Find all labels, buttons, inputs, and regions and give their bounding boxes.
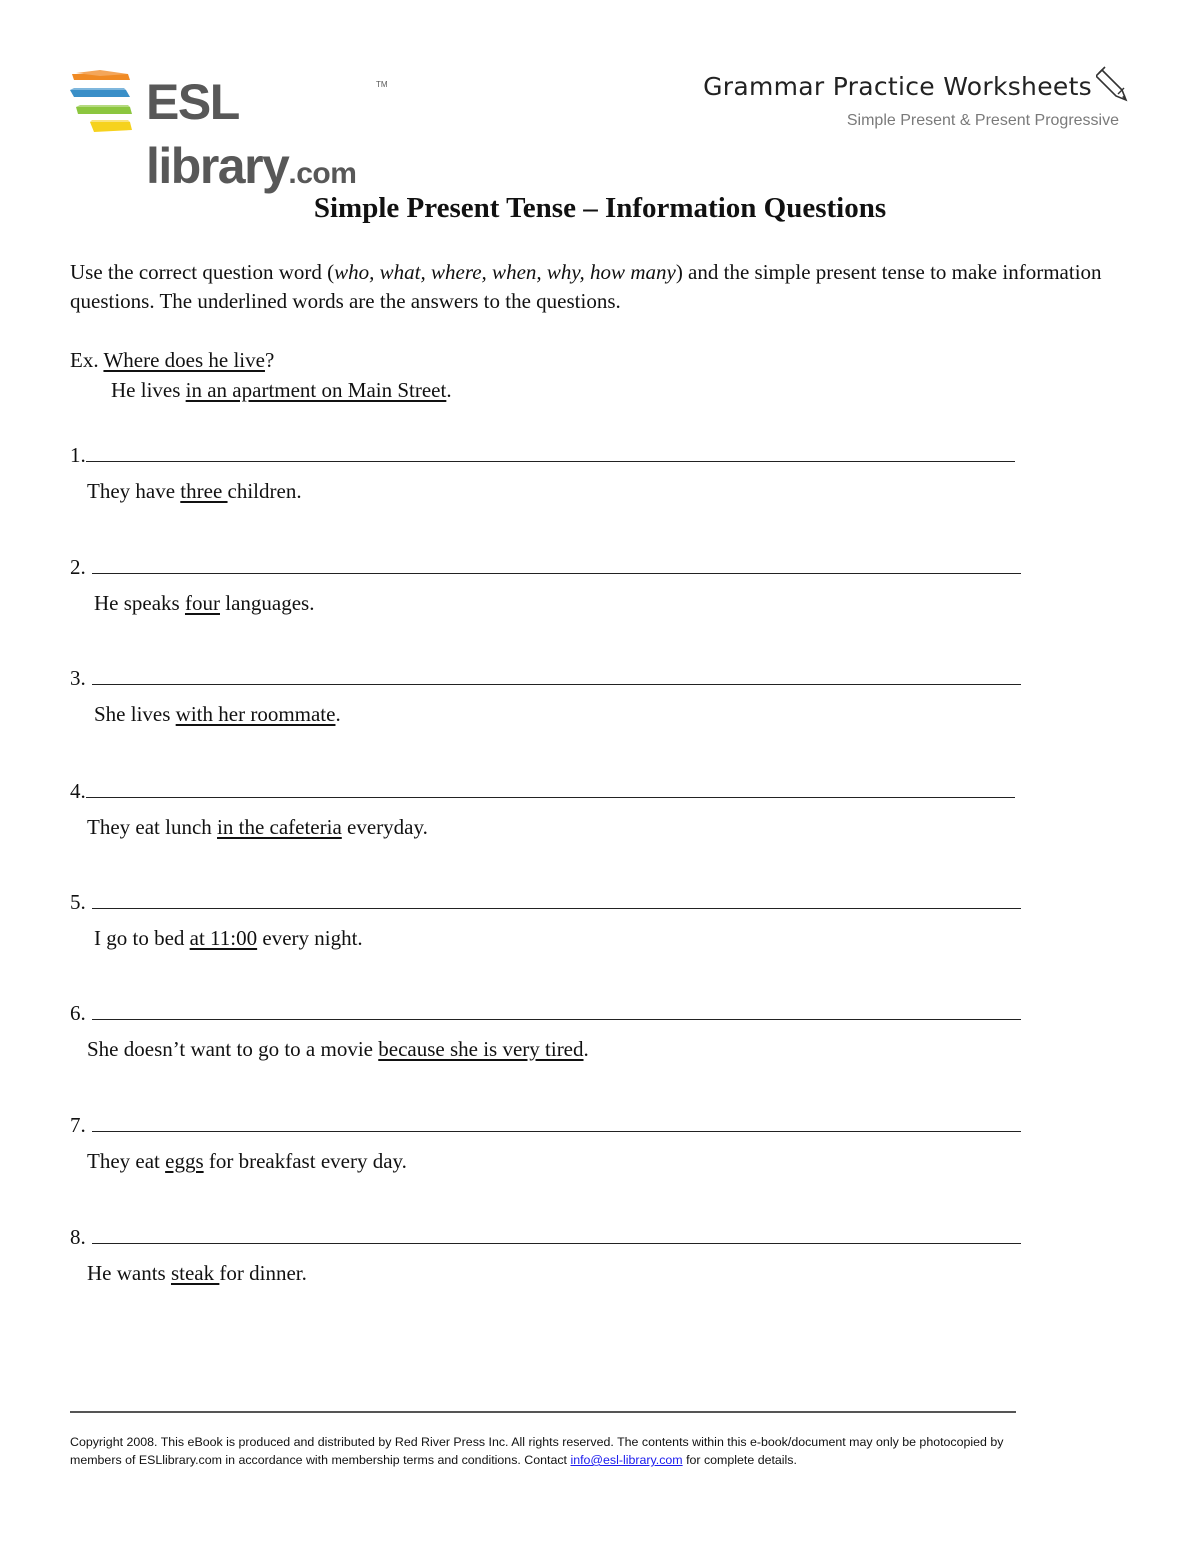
example-answer-pre: He lives [111, 378, 186, 402]
question-item [70, 1224, 1021, 1286]
answer-blank[interactable] [92, 555, 1021, 574]
question-item [70, 554, 1021, 616]
question-item [70, 778, 1015, 840]
item-answer [70, 1260, 1021, 1286]
logo-suffix-text: .com [288, 157, 357, 190]
answer-post: everyday. [341, 815, 428, 839]
answer-pre: They have [87, 479, 181, 503]
answer-pre: They eat lunch [87, 815, 218, 839]
example-question-text: Where does he live [103, 348, 265, 372]
question-item [70, 1112, 1021, 1174]
answer-post: . [335, 702, 341, 726]
answer-pre: He wants [87, 1261, 171, 1285]
example-label: Ex. [70, 348, 104, 372]
question-item [70, 1000, 1021, 1062]
answer-pre: She lives [94, 702, 176, 726]
answer-post: every night. [257, 926, 363, 950]
pencil-icon [1096, 66, 1130, 102]
logo-main-text: ESL library [146, 74, 289, 194]
logo-trademark: TM [376, 80, 388, 89]
instructions-part1: Use the correct question word ( [70, 260, 335, 284]
item-answer [70, 478, 1015, 504]
answer-underlined: with her roommate [175, 702, 336, 726]
logo-wordmark [146, 70, 450, 206]
item-number: 4. [70, 779, 86, 803]
answer-blank[interactable] [86, 779, 1015, 798]
answer-pre: They eat [87, 1149, 166, 1173]
answer-underlined: four [184, 591, 220, 615]
footer-text: Copyright 2008. This eBook is produced and distributed by Red River Press Inc. All rights reserved. The contents within this e-book/document may only be photocopied by members of ESLlibrary.com in accordance with membership terms and conditions. Contact [70, 1435, 1004, 1467]
contact-email-link[interactable]: info@esl-library.com [570, 1453, 683, 1467]
books-logo-icon [70, 70, 134, 136]
item-answer [70, 1148, 1021, 1174]
item-number: 2. [70, 555, 86, 579]
answer-post: for dinner. [219, 1261, 307, 1285]
answer-blank[interactable] [92, 666, 1021, 685]
item-number: 7. [70, 1113, 86, 1137]
answer-pre: She doesn’t want to go to a movie [87, 1037, 379, 1061]
item-number: 5. [70, 890, 86, 914]
example-question-mark: ? [264, 348, 275, 372]
answer-blank[interactable] [92, 890, 1021, 909]
answer-post: for breakfast every day. [203, 1149, 407, 1173]
answer-post: children. [227, 479, 302, 503]
answer-post: . [583, 1037, 589, 1061]
item-answer [70, 701, 1021, 727]
item-number: 3. [70, 666, 86, 690]
question-item [70, 889, 1021, 951]
item-answer [70, 1036, 1021, 1062]
example-question [70, 345, 452, 375]
question-item [70, 665, 1021, 727]
answer-underlined: at 11:00 [189, 926, 258, 950]
answer-underlined: in the cafeteria [217, 815, 342, 839]
answer-underlined: because she is very tired [378, 1037, 584, 1061]
item-answer [70, 925, 1021, 951]
answer-underlined: three [180, 479, 228, 503]
item-number: 6. [70, 1001, 86, 1025]
example [70, 345, 452, 405]
item-answer [70, 814, 1015, 840]
answer-post: languages. [219, 591, 315, 615]
series-title: Grammar Practice Worksheets [703, 72, 1092, 101]
item-number: 8. [70, 1225, 86, 1249]
esl-library-logo [70, 70, 450, 194]
question-item [70, 442, 1015, 504]
answer-pre: I go to bed [94, 926, 190, 950]
answer-underlined: steak [170, 1261, 220, 1285]
answer-blank[interactable] [92, 1001, 1021, 1020]
example-answer-underlined: in an apartment on Main Street [185, 378, 447, 402]
answer-pre: He speaks [94, 591, 185, 615]
instructions-part2: ) and the simple present tense to make information questions. The underlined words are the answers to the questions. [70, 260, 1102, 313]
footer-text-end: for complete details. [682, 1453, 797, 1467]
item-number: 1. [70, 443, 86, 467]
footer-divider [70, 1411, 1016, 1413]
item-answer [70, 590, 1021, 616]
answer-blank[interactable] [86, 443, 1015, 462]
instructions [70, 258, 1130, 316]
copyright-footer [70, 1433, 1030, 1469]
question-words: who, what, where, when, why, how many [334, 260, 676, 284]
example-answer [70, 375, 452, 405]
answer-blank[interactable] [92, 1225, 1021, 1244]
worksheet-title: Simple Present Tense – Information Questions [313, 192, 887, 224]
series-subtitle: Simple Present & Present Progressive [846, 112, 1119, 129]
answer-blank[interactable] [92, 1113, 1021, 1132]
example-answer-post: . [446, 378, 452, 402]
answer-underlined: eggs [165, 1149, 204, 1173]
